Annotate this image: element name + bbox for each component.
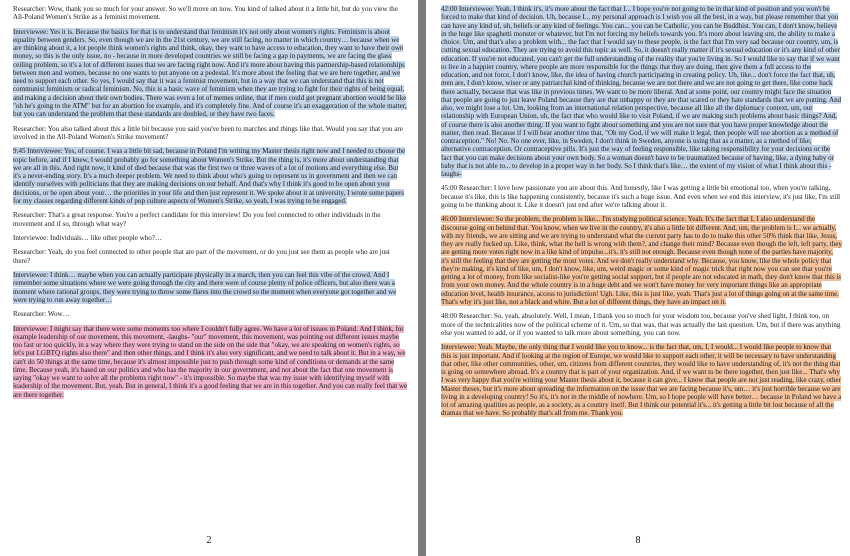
transcript-paragraph	[13, 28, 408, 119]
transcript-paragraph	[13, 325, 408, 399]
transcript-paragraph	[13, 271, 408, 304]
page-right[interactable]	[426, 0, 850, 556]
paragraph-text: Interviewee: Yeah. Maybe, the only thing that I would like you to know... is the fact that, um, I, I would... I would like people to know that this is just important. And if looking at the region of Europe, we would like to support each other, it will be necessary to have understanding that other, like other communities, other, um, citizens from different countries, they would like to have understanding of, it's not the thing that is going on somewhere abroad. It's a country that is part of your organization. And, if we want to be there together, then just like... That's why I was very happy that you're writing your Master thesis about it, because it can give... I know that people are not just reading, like crazy, other Master theses, but it's more about spreading the information on the issue that we are facing because it's, um… it's just horrible because we are living in a developing country! So it's, it's not in the middle of nowhere. Um, so I hope people will have better… because in Poland we have a lot of amazing qualities as people, as a society, as a country itself. But I think our potential it's... it's getting a little bit lost because of all the dramas that we have. So probably that's all from me. Thank you.	[441, 343, 842, 418]
page-number-right: 8	[635, 535, 641, 546]
transcript-paragraph	[13, 248, 408, 265]
paragraph-text: Interviewee: I think… maybe when you can actually participate physically in a march, then you can feel this vibe of the crowd. And I remember some situations where we were going through the city and there were of course plenty of police officers, but also there was a moment where rational groups, they were trying to throw some flares into the crowd so the moment when everyone got together and we were trying to run away together…	[13, 271, 397, 304]
page-gap	[418, 0, 426, 556]
transcript-paragraph	[441, 184, 842, 209]
transcript-paragraph	[13, 211, 408, 228]
transcript-paragraph	[441, 215, 842, 306]
paragraph-text: 45:00 Researcher: I love how passionate you are about this. And honestly, like I was getting a little bit emotional too, when you're talking, because it's like, this is like happening consistently, because it's such a huge issue. And even when we end this interview, it's just like, I'm still going to be thinking about it. Like it doesn't just end after we're talking about it.	[441, 184, 841, 209]
transcript-paragraph	[13, 125, 408, 142]
transcript-paragraph	[13, 310, 408, 318]
left-page-body	[13, 5, 408, 399]
paragraph-text: Researcher: You also talked about this a little bit because you said you've been to marches and things like that. Would you say that you are involved in the All-Poland Women's Strike movement?	[13, 124, 403, 141]
paragraph-text: 42:00 Interviewee: Yeah, I think it's, it's more about the fact that I... I hope you're not going to be in that kind of position and you won't be forced to make that kind of decision. Uh, because I... my personal approach is I wish you all the best, in a way, but please remember that you can have any kind of, uh, beliefs or any kind of feelings. You can... you can be Catholic, you can be Buddhist. You can, I don't know, believe in the huge like spaghetti monster or whatever, but I'm not forcing my beliefs towards you. It's more about leaving um, the ability to make a choice. Um, and that's also a problem with... the fact that I would say to these people, is the fact that I'm very sad because our country, um, is cutting sexual education. They are trying to avoid this topic as well. So, it doesn't really matter if it's sexual education or it's any kind of other education. If you're not educated, you can't get the full understanding of the reality that you're living in. So I would like to say that if we want to live in a happier country, where people are more responsible for the things that they are doing, then give them a full access to the education, and not force, I don't know, like, the idea of having church participating in creating policy. Uh, like... don't force the fact that, uh, men are, I don't know, wiser or any patriarchal kind of thinking, because we are not there and we are not going to get there, like come back there actually, because that was like in previous times. We want to be more liberal. And at some point, our country might face the situation that people are going to just leave Poland because they are that unhappy or they are that scared or they hate standards that we are putting. And also, we might lose a lot. Um, looking from an international relation perspective, because all like all the diplomacy context, um, our relationship with European Union, uh, the fact that who would like to visit Poland, if we are making such problems about basic things? And, of course there is also another thing: If you want to fight about something and you are not sure that you have proper knowledge about the matter, then read. Because if I will hear another time that, "Oh my God, if we will make it legal, then people will use abortion as a method of contraception." No! No. No one ever, like, in Sweden, I don't think in Sweden, anyone is using that as a matter, as a method of like, alternative contraception. Or contraceptive pills. It's just the way of feeling responsible, like taking responsibility for your decisions or the fact that you can make decisions about your own body. So a woman doesn't have to be traumatized because of having, like, a dying baby or baby that is not able to... to develop in a proper way in her body. So I think that's like… the extent of my vision of what I think about this -laughs-	[441, 5, 842, 178]
paragraph-text: Researcher: Yeah, do you feel connected to other people that are part of the movement, or do you just see them as people who are just there?	[13, 248, 390, 265]
transcript-paragraph	[13, 234, 408, 242]
paragraph-text: 46:00 Interviewee: So the problem, the problem is like... I'm studying political science. Yeah. It's the fact that I, I also understand the discourse going on behind that. You know, when we live in the country, it's also a little bit different. And, um, the problem is I... we actually, with my friends, we are sitting and we are trying to understand what the current party has to do to make this other 50% think that like, Jesus, they are really fucked up. Like, think, what the hell is wrong with them?, and change their mind? Because even though the left, left party, they are getting more votes right now in a like kind of impulse...it's, it's still not enough. Because even though none of the parties have majority, it's still the feeling that they are getting the most votes. And we don't really understand why. Because, you know, like the whole policy that they're making, it's kind of like, um, I don't know, like, um, weird magic or some kind of magic trick that right now you can see that you're getting a lot of money, from like socialist-like you're getting social support, but if people are not educated in math, they don't know that this is from your own money. And the whole country is in a huge debt and we won't have money for very important things like an appropriate education level, health insurance, access to jurisdiction! Ugh. Like, this is just like, yeah. That's just a lot of things going on at the same time. That's why it's just like, not a black and white. But a lot of different things, they have an impact on it.	[441, 215, 842, 306]
transcript-paragraph	[13, 147, 408, 205]
transcript-paragraph	[13, 5, 408, 22]
transcript-paragraph	[441, 312, 842, 337]
paragraph-text: Researcher: Wow, thank you so much for your answer. So we'll move on now. You kind of talked about it a little bit, but do you view the All-Poland Women's Strike as a feminist movement.	[13, 5, 398, 22]
page-left[interactable]	[0, 0, 418, 556]
page-number-left: 2	[206, 535, 212, 546]
transcript-paragraph	[441, 343, 842, 417]
paragraph-text: Researcher: That's a great response. You're a perfect candidate for this interview! Do you feel connected to other individuals in the movement and if so, through what way?	[13, 211, 381, 228]
transcript-paragraph	[441, 5, 842, 178]
paragraph-text: Interviewee: I might say that there were some moments too where I couldn't fully agree. We have a lot of issues in Poland. And I think, for example leadership of our movement, this movement, -laughs- "our" movement, this movement, was pointing out different issues maybe too fast or too quickly, in a way where they were trying to stand on the side on the side that "okay, we are speaking on women's rights, so let's put LGBTQ rights also there" and then other things, and I think it's also very significant, and we need to talk about it. But in a way, we can't do 50 things at the same time, because it's almost impossible just to push through some kind of conditions or demands at the same time. Because yeah, it's based on our politics and who has the majority in our government, and not about the fact that one movement is saying "okay we want to solve all the problems right now" - it's impossible. So maybe that was my issue with identifying myself with leadership of the movement. But, yeah. But in general, I think it's a good feeling that we are in this together. And you can really feel that we are there together.	[13, 324, 408, 399]
paragraph-text: 9:45 Interviewee: Yes, of course. I was a little bit sad, because in Poland I'm writing my Master thesis right now and I needed to choose the topic before, and if I knew, I would probably go for something about Women's Strike. But the thing is, it's more about understanding that we are all in this. And right now, it kind of died because that was the first two or three waves of a lot of motions and everything else. But it's a never-ending story. It's a much deeper problem. We need to think about who's going to represent us in government and then we can identify ourselves with politicians that they are making decisions on our behalf. And that's why I think it's good to be open about your decisions, or be open about your… the priorities in your life and then just represent it. We spoke about it at university, I wrote some papers for my classes regarding different kinds of pop culture aspects of Women's Strike, so yeah, I was trying to be engaged.	[13, 147, 406, 205]
paragraph-text: 48:00 Researcher: So, yeah, absolutely. Well, I mean, I thank you so much for your wisdom too, because you've shed light, I think too, on more of the technicalities now of the political scheme of it. Um, so that was, that was actually the last question. Um, but if there was anything else you wanted to add, or if you wanted to talk more about something, you can now.	[441, 312, 841, 337]
paragraph-text: Interviewee: Yes it is. Because the basics for that is to understand that feminism it's not only about women's rights. Feminism is about equality between genders. So, even though we are in the 21st century, we are still facing, no matter in which country… because when we are thinking about it, a lot people think women's rights and think, okay, they want to have access to education, they want to have their own money, so this is the only issue, no - because in more developed countries we still be facing a gap in payments, we are facing the glass ceiling problem, so it's a lot of different issues that we are facing right now. And it's more about having this partnership-based relationships between men and women, because no one wants to put anyone on a pedestal. It's more about the feeling that we are here together, and we need to support each other. So yes, I would say that it was a feminist movement, but in a way that we can understand that this is not communist feminism or radical feminism. No, this is a basic wave of feminism when they are trying to fight for their rights of being equal, and making a decision about their own bodies. There was even a lot of memes online, that if men could get pregnant abortion would be like "oh he's going to the ATM" but for an abortion for example, and it's completely fine. And of course it's an exaggeration of the whole matter, but you can understand the problem that these standards are doubled, or they have two faces.	[13, 27, 407, 119]
paragraph-text: Researcher: Wow…	[13, 310, 70, 319]
paragraph-text: Interviewee: Individuals… like other people who?…	[13, 233, 162, 242]
right-page-body	[441, 5, 842, 418]
